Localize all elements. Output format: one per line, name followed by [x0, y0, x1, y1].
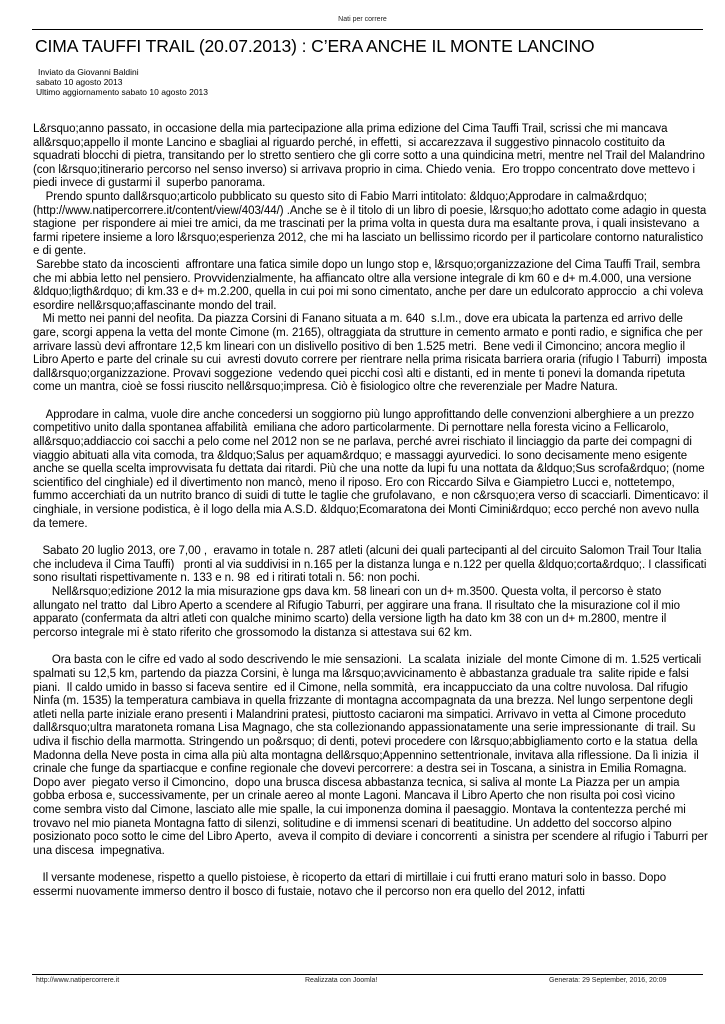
- article-paragraph: Nell&rsquo;edizione 2012 la mia misurazione gps dava km. 58 lineari con un d+ m.3500. Questa volta, il percorso è stato allungato nel tratto dal Libro Aperto a scendere al Rifugio Taburri, per aggirare una frana. Il risultato che la misurazione col il mio apparato (confermata da altri atleti con qualche minimo scarto) della versione ligth ha dato km 38 con un d+ m.2800, mentre il percorso integrale mi è stato riferito che grossomodo la distanza si attestava sui 62 km.: [33, 586, 684, 639]
- paragraph-gap: [33, 395, 709, 409]
- paragraph-gap: [33, 858, 709, 872]
- article-paragraph: Mi metto nei panni del neofita. Da piazza Corsini di Fanano situata a m. 640 s.l.m., dove era ubicata la partenza ed arrivo delle gare, scorgi appena la vetta del monte Cimone (m. 2165), oltraggiata da strutture in cemento armato e ponti radio, e significa che per arrivare lassù devi affrontare 12,5 km lineari con un dislivello positivo di ben 1.525 metri. Bene vedi il Cimoncino; ancora meglio il Libro Aperto e parte del crinale su cui avresti dovuto correre per rientrare nella prima risicata barriera oraria (rifugio I Taburri) imposta dall&rsquo;organizzazione. Provavi soggezione vedendo quei picchi così alti e distanti, ed in mente ti ponevi la domanda ripetuta come un mantra, cioè se fossi riuscito nell&rsquo;impresa. Ciò è fisiologico oltre che reverenziale per Madre Natura.: [33, 313, 711, 394]
- article-paragraph: Il versante modenese, rispetto a quello pistoiese, è ricoperto da ettari di mirtillaie i cui frutti erano maturi solo in basso. Dopo essermi nuovamente immerso dentro il bosco di fustaie, notavo che il percorso non era quello del 2012, infatti: [33, 872, 670, 898]
- footer-divider: [32, 974, 703, 975]
- article-paragraph: Approdare in calma, vuole dire anche concedersi un soggiorno più lungo approfittando delle convenzioni alberghiere a un prezzo competitivo unito dalla spontanea affabilità emiliana che adoro particolarmente. Di pernottare nella foresta vicino a Fellicarolo, all&rsquo;addiaccio coi sacchi a pelo come nel 2012 non se ne parlava, perché avrei rischiato il linciaggio da parte dei compagni di viaggio abituati alla vita comoda, tra &ldquo;Salus per aquam&rdquo; e massaggi ayurvedici. Io sono decisamente meno esigente anche se quella scelta improvvisata fu dettata dai ritardi. Più che una notte da lupi fu una nottata da &ldquo;Sus scrofa&rdquo; (nome scientifico del cinghiale) ed il divertimento non mancò, meno il riposo. Ero con Riccardo Silva e Giampietro Lucci e, nottetempo, fummo accerchiati da un nutrito branco di suidi di tutte le taglie che grufolavano, e non c&rsquo;era verso di scacciarli. Dimenticavo: il cinghiale, in versione podistica, è il logo della mia A.S.D. &ldquo;Ecomaratona dei Monti Cimini&rdquo; ecco perché non avevo nulla da temere.: [33, 408, 712, 530]
- article-meta: [36, 67, 208, 98]
- site-header: Nati per correre: [338, 16, 387, 23]
- date-line: sabato 10 agosto 2013: [36, 77, 123, 88]
- footer-url[interactable]: http://www.natipercorrere.it: [36, 977, 120, 984]
- article-paragraph: Sarebbe stato da incoscienti affrontare una fatica simile dopo un lungo stop e, l&rsquo;organizzazione del Cima Tauffi Trail, sembra che mi abbia letto nel pensiero. Provvidenzialmente, ha affiancato oltre alla versione integrale di km 60 e d+ m.4.000, una versione &ldquo;ligth&rdquo; di km.33 e d+ m.2.200, quella in cui poi mi sono cimentato, anche per dare un edulcorato approccio a chi voleva esordire nell&rsquo;affascinante mondo del trail.: [33, 258, 707, 312]
- paragraph-gap: [33, 531, 709, 545]
- article-paragraph: Sabato 20 luglio 2013, ore 7,00 , eravamo in totale n. 287 atleti (alcuni dei quali partecipanti al del circuito Salomon Trail Tour Italia che includeva il Cima Tauffi) pronti al via suddivisi in n.165 per la distanza lunga e n.122 per quella &ldquo;corta&rdquo;. I classificati sono risultati rispettivamente n. 133 e n. 98 ed i ritirati totali n. 56: non pochi.: [33, 545, 710, 585]
- article-paragraph: Prendo spunto dall&rsquo;articolo pubblicato su questo sito di Fabio Marri intitolato: &ldquo;Approdare in calma&rdquo; (http://www.natipercorrere.it/content/view/403/44/) .Anche se è il titolo di un libro di poesie, l&rsquo;ho adottato come adagio in questa stagione per rispondere ai miei tre amici, da me trascinati per la prima volta in questa dura ma esaltante prova, i quali insistevano a farmi ripetere insieme a loro l&rsquo;esperienza 2012, che mi ha lasciato un bellissimo ricordo per il particolare contorno naturalistico e di gente.: [33, 190, 710, 258]
- author-line: Inviato da Giovanni Baldini: [38, 67, 139, 77]
- article-body: [33, 123, 712, 899]
- article-title: CIMA TAUFFI TRAIL (20.07.2013) : C’ERA ANCHE IL MONTE LANCINO: [35, 36, 595, 56]
- article-paragraph: Ora basta con le cifre ed vado al sodo descrivendo le mie sensazioni. La scalata iniziale del monte Cimone di m. 1.525 verticali spalmati su 12,5 km, partendo da piazza Corsini, è lunga ma l&rsquo;avvicinamento è abbastanza graduale tra salite ripide e falsi piani. Il caldo umido in basso si faceva sentire ed il Cimone, nella sommità, era incappucciato da una coltre nuvolosa. Dal rifugio Ninfa (m. 1535) la temperatura cambiava in quella frizzante di montagna accompagnata da una brezza. Nel lungo serpentone degli atleti nella parte iniziale erano presenti i Malandrini pratesi, piuttosto caciaroni ma simpatici. Arrivavo in vetta al Cimone proceduto dall&rsquo;ultra maratoneta romana Lisa Magnago, che sta collezionando appassionatamente una serie impressionante di trail. Su udiva il fischio della marmotta. Stringendo un po&rsquo; di denti, potevi procedere con l&rsquo;abbigliamento corto e la statua della Madonna della Neve posta in cima alla più alta montagna dell&rsquo;Appennino settentrionale, invitava alla riflessione. Da lì inizia il crinale che funge da spartiacque e confine regionale che dovevi percorrere: a destra sei in Toscana, a sinistra in Emilia Romagna. Dopo aver piegato verso il Cimoncino, dopo una brusca discesa abbastanza tecnica, si saliva al monte La Piazza per un ampia gobba erbosa e, successivamente, per un crinale aereo al monte Lagoni. Mancava il Libro Aperto che non risulta poi così vicino come sembra visto dal Cimone, lasciato alle mie spalle, la cui imponenza domina il paesaggio. Montava la contentezza perché mi trovavo nel mio pianeta Montagna fatto di silenzi, solitudine e di immensi scenari di beatitudine. Un addetto del soccorso alpino posizionato poco sotto le cime del Libro Aperto, aveva il compito di deviare i concorrenti a sinistra per scendere al rifugio i Taburri per una discesa impegnativa.: [33, 654, 711, 857]
- footer-generated: Generata: 29 September, 2016, 20:09: [549, 977, 667, 984]
- paragraph-gap: [33, 640, 709, 654]
- header-divider: [32, 29, 703, 30]
- article-paragraph: L&rsquo;anno passato, in occasione della mia partecipazione alla prima edizione del Cima Tauffi Trail, scrissi che mi mancava all&rsquo;appello il monte Lancino e sbagliai al riguardo perché, in effetti, si accarezzava il suggestivo pinnacolo costituito da squadrati blocchi di pietra, transitando per lo stretto sentiero che gli corre sotto a una quindicina metri, mentre nel Trail del Malandrino (con l&rsquo;itinerario percorso nel senso inverso) si arrivava proprio in cima. Chiedo venia. Ero troppo concentrato dove mettevo i piedi invece di gustarmi il superbo panorama.: [33, 123, 709, 190]
- updated-line: Ultimo aggiornamento sabato 10 agosto 2013: [36, 87, 209, 98]
- footer-credit: Realizzata con Joomla!: [305, 977, 378, 984]
